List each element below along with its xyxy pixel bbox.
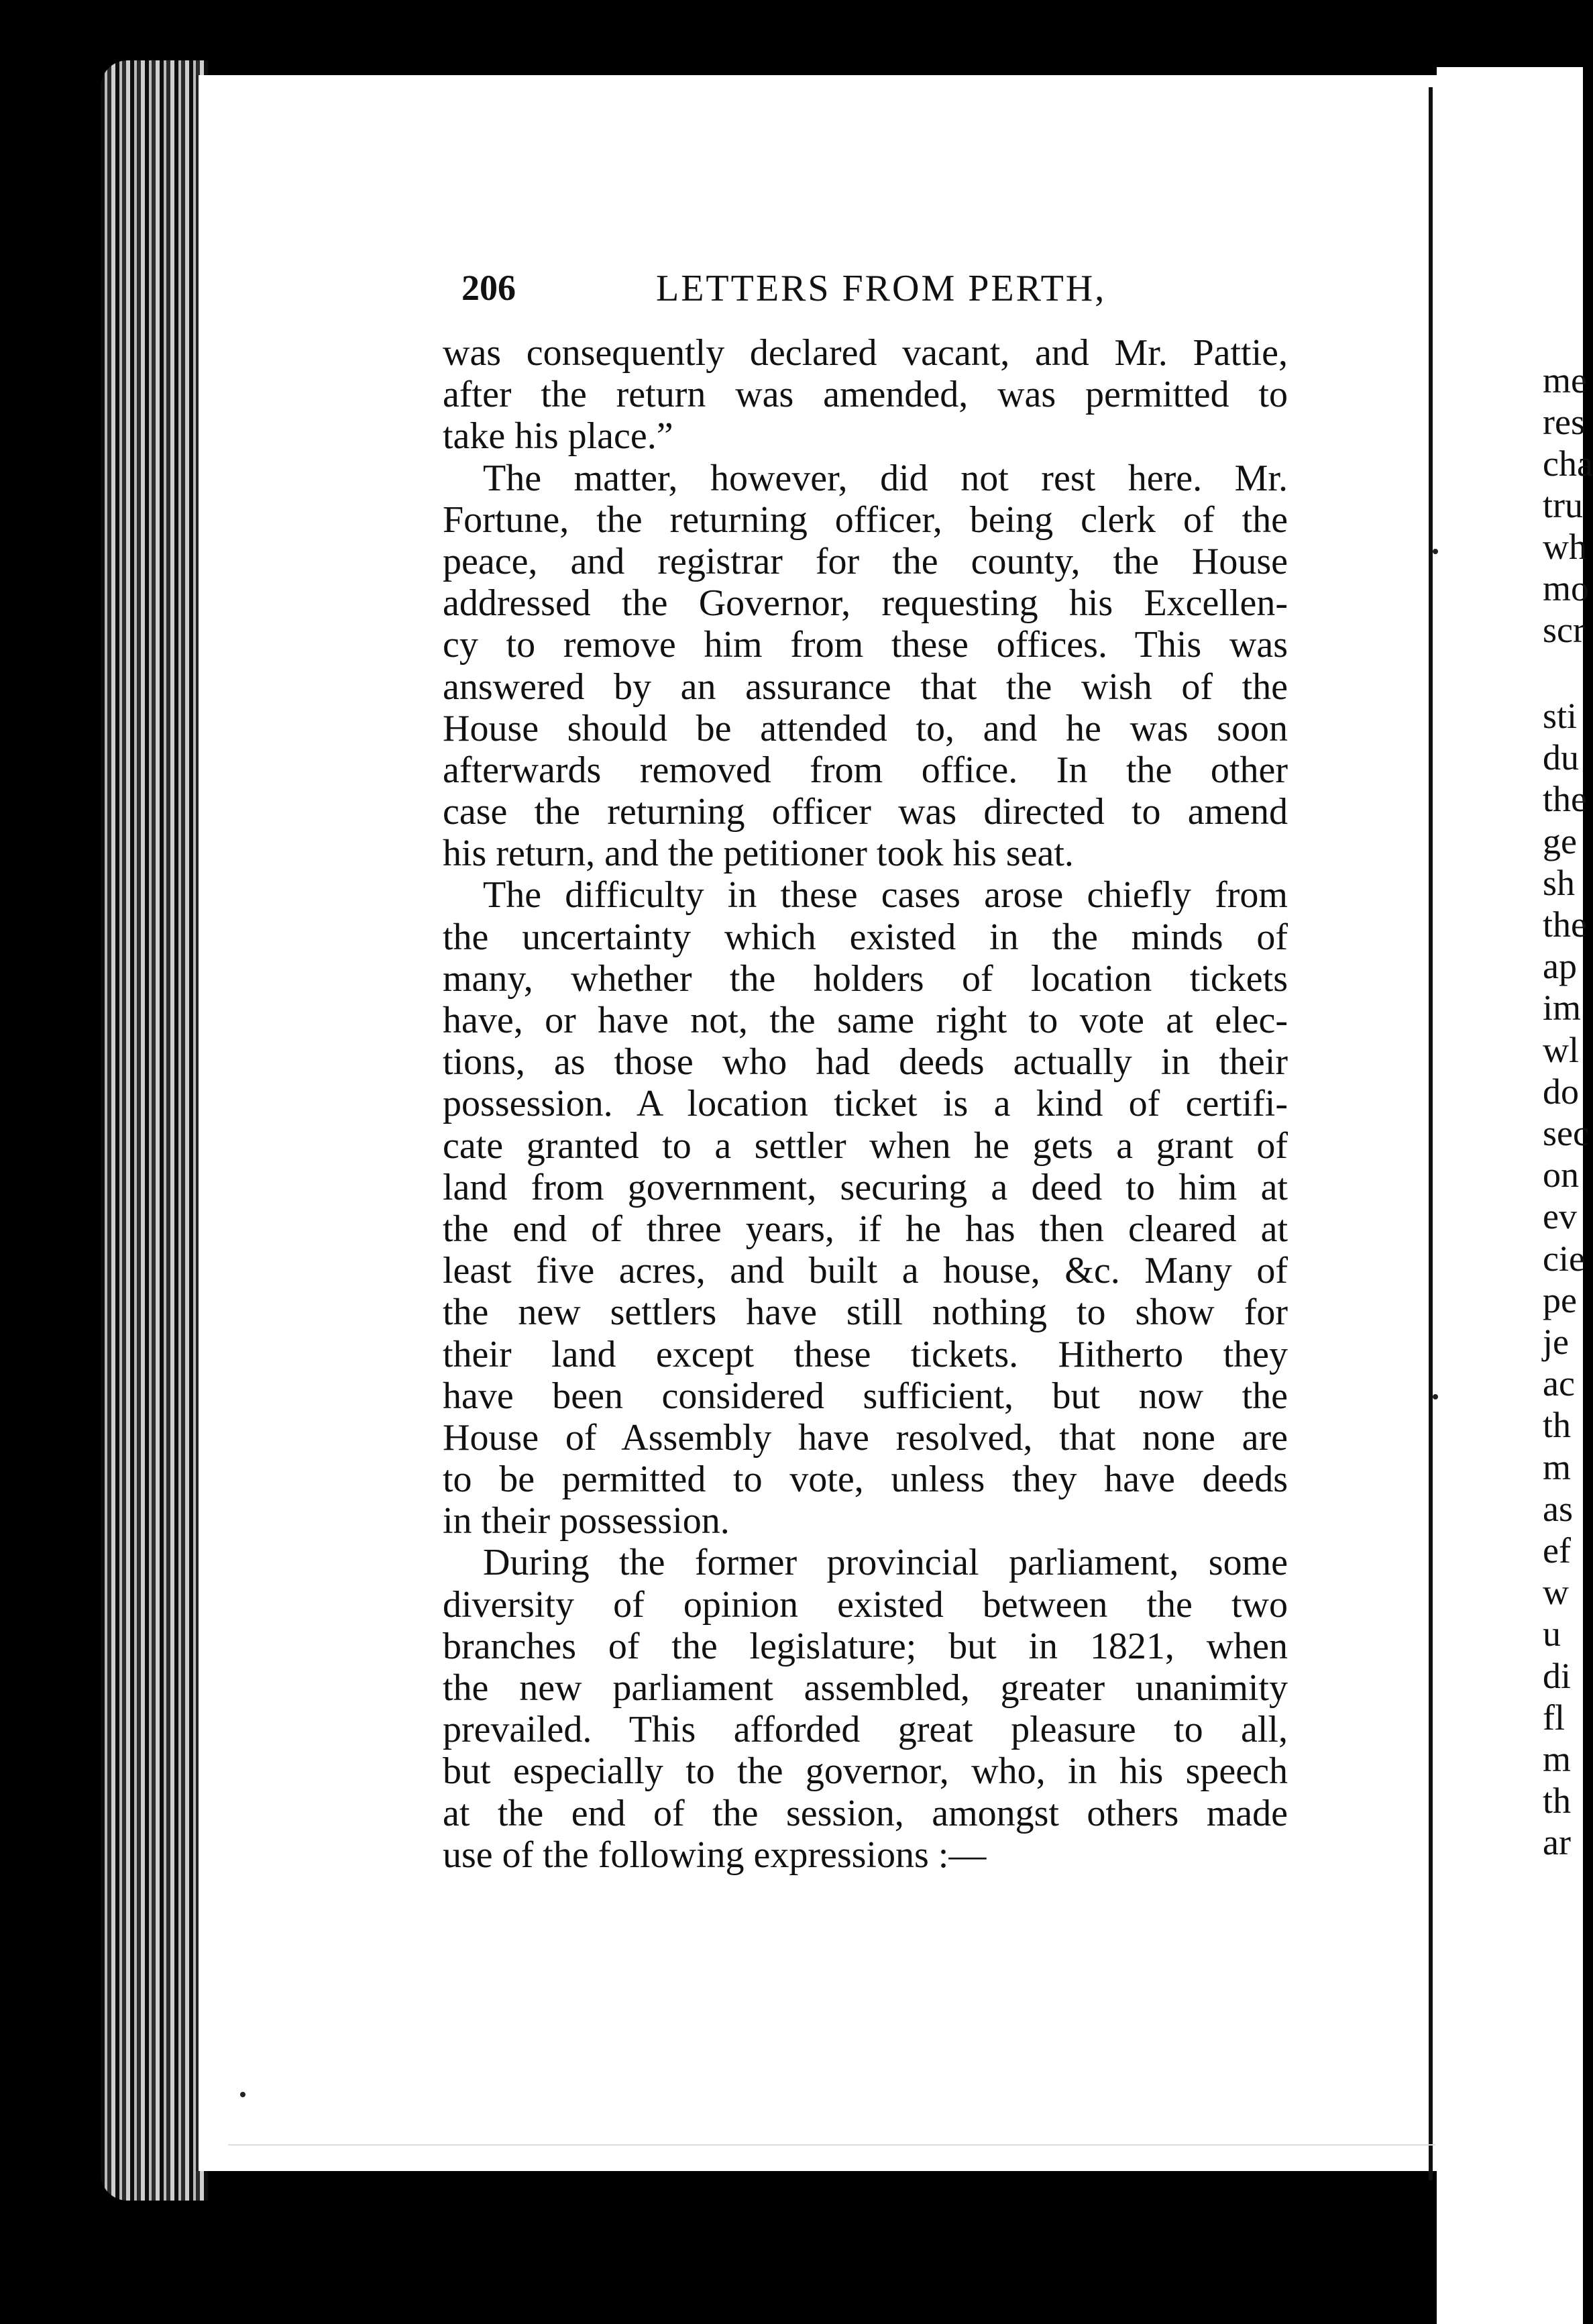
facing-page-fragment: on (1543, 1155, 1579, 1196)
facing-page-fragment: as (1543, 1488, 1573, 1529)
facing-page-fragment: di (1543, 1655, 1572, 1696)
text-line: addressed the Governor, requesting his Excellen- (443, 582, 1288, 625)
text-line: Fortune, the returning officer, being clerk of the (443, 498, 1288, 541)
text-line: have, or have not, the same right to vote at elec- (443, 1000, 1288, 1041)
facing-page-fragment: m (1543, 1446, 1572, 1487)
text-line: have been considered sufficient, but now the (443, 1375, 1288, 1417)
facing-page-fragment: ac (1543, 1363, 1575, 1404)
facing-page-fragment: cha (1543, 443, 1593, 484)
text-line: The matter, however, did not rest here. Mr. (483, 457, 1288, 499)
facing-page-fragment: du (1543, 737, 1579, 778)
facing-page-fragment: th (1543, 1781, 1572, 1821)
text-line: land from government, securing a deed to him at (443, 1166, 1288, 1208)
facing-page-fragment: the (1543, 904, 1587, 945)
text-line: prevailed. This afforded great pleasure to all, (443, 1709, 1288, 1751)
gutter-shadow (1429, 87, 1433, 2180)
text-line: afterwards removed from office. In the other (443, 749, 1288, 791)
left-page-edge (101, 60, 208, 2201)
text-line: cy to remove him from these offices. This was (443, 624, 1288, 666)
facing-page-fragment: the (1543, 779, 1587, 820)
text-line: the end of three years, if he has then cleared at (443, 1208, 1288, 1250)
text-line: The difficulty in these cases arose chiefly from (483, 874, 1288, 916)
text-line: the new parliament assembled, greater unanimity (443, 1667, 1288, 1709)
page-bottom-edge (228, 2144, 1435, 2172)
body-text (443, 332, 1288, 1876)
facing-page-fragment: wh (1543, 527, 1587, 567)
text-line: the new settlers have still nothing to show for (443, 1291, 1288, 1334)
text-line: During the former provincial parliament, some (483, 1542, 1288, 1584)
facing-page-fragment: ge (1543, 821, 1577, 861)
text-line: his return, and the petitioner took his seat. (443, 833, 1074, 875)
facing-page-fragment: fl (1543, 1697, 1565, 1738)
facing-page-fragment: cie (1543, 1238, 1585, 1279)
speck (240, 2092, 245, 2097)
facing-page-fragment: wl (1543, 1029, 1579, 1070)
facing-page-fragment: pe (1543, 1279, 1577, 1320)
facing-page-fragment: th (1543, 1405, 1572, 1446)
facing-page-fragment: me (1543, 360, 1587, 401)
text-line: but especially to the governor, who, in his speech (443, 1750, 1288, 1793)
running-head: LETTERS FROM PERTH, (656, 268, 1107, 309)
facing-page-fragment: w (1543, 1572, 1569, 1613)
text-line: answered by an assurance that the wish of the (443, 666, 1288, 708)
text-line: to be permitted to vote, unless they have deeds (443, 1459, 1288, 1501)
text-line: branches of the legislature; but in 1821, when (443, 1625, 1288, 1667)
text-line: tions, as those who had deeds actually in their (443, 1041, 1288, 1084)
speck (1433, 1394, 1438, 1399)
text-line: House should be attended to, and he was soon (443, 707, 1288, 749)
facing-page-fragment: sh (1543, 862, 1576, 903)
text-line: at the end of the session, amongst others made (443, 1792, 1288, 1834)
facing-page-fragment: ev (1543, 1196, 1577, 1237)
page-number: 206 (461, 268, 516, 308)
facing-page-fragment: u (1543, 1614, 1561, 1654)
facing-page-fragment: je (1543, 1322, 1569, 1362)
facing-page-fragment: im (1543, 988, 1582, 1028)
text-line: diversity of opinion existed between the two (443, 1583, 1288, 1626)
facing-page-fragment: mo (1543, 568, 1590, 609)
text-line: possession. A location ticket is a kind of certifi- (443, 1083, 1288, 1125)
facing-page-fragment: ap (1543, 946, 1577, 987)
text-line: use of the following expressions :— (443, 1834, 987, 1876)
facing-page-fragment: scr (1543, 610, 1585, 650)
facing-page-fragment: ar (1543, 1822, 1571, 1863)
facing-page-fragment: do (1543, 1071, 1579, 1112)
facing-page-fragment: sti (1543, 696, 1578, 736)
text-line: after the return was amended, was permitted to (443, 374, 1288, 416)
text-line: was consequently declared vacant, and Mr. Pattie, (443, 332, 1288, 374)
page-header (461, 267, 1286, 314)
facing-page-fragment: tru (1543, 485, 1583, 525)
text-line: case the returning officer was directed to amend (443, 791, 1288, 833)
speck (1433, 549, 1438, 554)
text-line: in their possession. (443, 1500, 730, 1542)
text-line: peace, and registrar for the county, the House (443, 540, 1288, 582)
text-line: House of Assembly have resolved, that none are (443, 1416, 1288, 1459)
text-line: their land except these tickets. Hitherto they (443, 1333, 1288, 1375)
text-line: least five acres, and built a house, &c. Many of (443, 1250, 1288, 1292)
text-line: cate granted to a settler when he gets a grant of (443, 1124, 1288, 1167)
text-line: many, whether the holders of location tickets (443, 957, 1288, 1000)
facing-page-fragment: sec (1543, 1113, 1589, 1153)
text-line: the uncertainty which existed in the minds of (443, 916, 1288, 958)
facing-page-fragment: res (1543, 402, 1585, 442)
text-line: take his place.” (443, 415, 673, 458)
facing-page-fragment: m (1543, 1739, 1572, 1779)
facing-page-fragment: ef (1543, 1530, 1571, 1571)
